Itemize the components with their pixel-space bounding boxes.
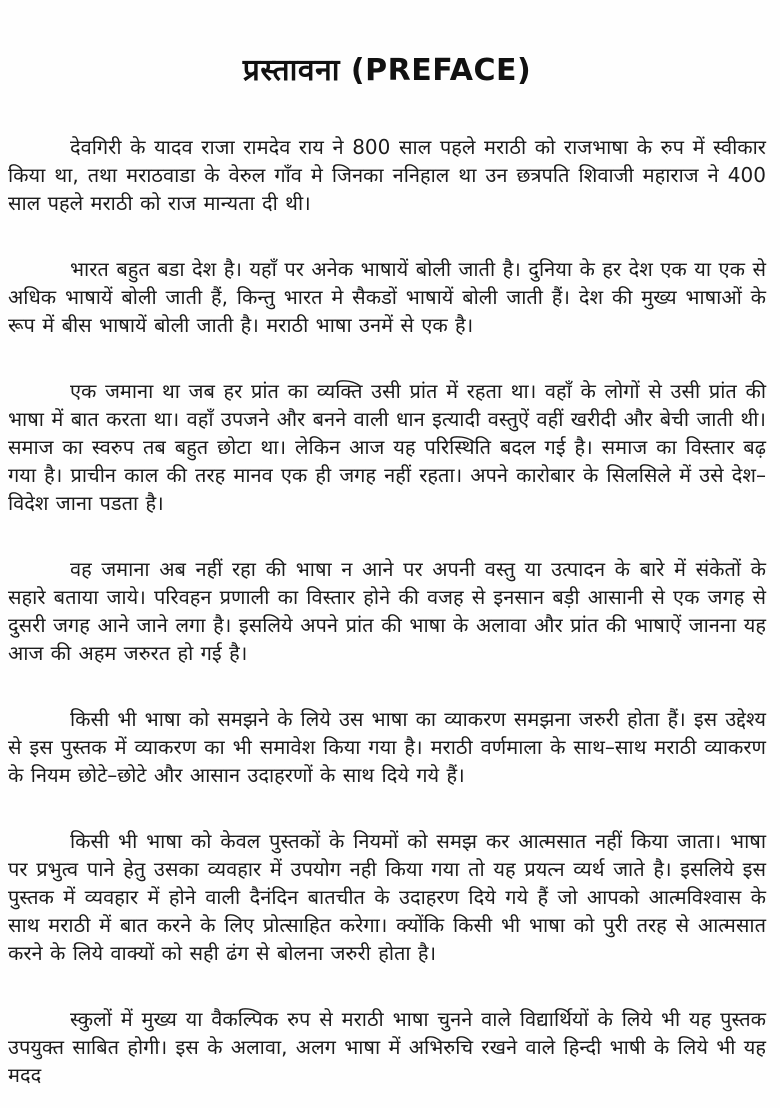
paragraph-history: देवगिरी के यादव राजा रामदेव राय ने 800 साल पहले मराठी को राजभाषा के रुप में स्वीकार किया था, तथा मराठवाडा के वेरुल गाँव मे जिनका ननिहाल था उन छत्रपति शिवाजी महाराज ने 400 साल पहले मराठी को राज मान्यता दी थी।: [8, 135, 766, 215]
paragraph-modern-need: वह जमाना अब नहीं रहा की भाषा न आने पर अपनी वस्तु या उत्पादन के बारे में संकेतों के सहारे बताया जाये। परिवहन प्रणाली का विस्तार होने की वजह से इनसान बड़ी आसानी से एक जगह से दुसरी जगह आने जाने लगा है। इसलिये अपने प्रांत की भाषा के अलावा और प्रांत की भाषाऐं जानना यह आज की अहम जरुरत हो गई है।: [8, 557, 766, 665]
paragraph-practice: किसी भी भाषा को केवल पुस्तकों के नियमों को समझ कर आत्मसात नहीं किया जाता। भाषा पर प्रभुत्व पाने हेतु उसका व्यवहार में उपयोग नही किया गया तो यह प्रयत्न व्यर्थ जाते है। इसलिये इस पुस्तक में व्यवहार में होने वाली दैनंदिन बातचीत के उदाहरण दिये गये हैं जो आपको आत्मविश्वास के साथ मराठी में बात करने के लिए प्रोत्साहित करेगा। क्योंकि किसी भी भाषा को पुरी तरह से आत्मसात करने के लिये वाक्यों को सही ढंग से बोलना जरुरी होता है।: [8, 829, 766, 965]
paragraph-old-times: एक जमाना था जब हर प्रांत का व्यक्ति उसी प्रांत में रहता था। वहाँ के लोगों से उसी प्रांत की भाषा में बात करता था। वहाँ उपजने और बनने वाली धान इत्यादी वस्तुऐं वहीं खरीदी और बेची जाती थी। समाज का स्वरुप तब बहुत छोटा था। लेकिन आज यह परिस्थिति बदल गई है। समाज का विस्तार बढ़ गया है। प्राचीन काल की तरह मानव एक ही जगह नहीं रहता। अपने कारोबार के सिलसिले में उसे देश–विदेश जाना पडता है।: [8, 379, 766, 515]
page-title: प्रस्तावना (PREFACE): [242, 53, 532, 88]
paragraph-grammar: किसी भी भाषा को समझने के लिये उस भाषा का व्याकरण समझना जरुरी होता हैं। इस उद्देश्य से इस पुस्तक में व्याकरण का भी समावेश किया गया है। मराठी वर्णमाला के साथ–साथ मराठी व्याकरण के नियम छोटे–छोटे और आसान उदाहरणों के साथ दिये गये हैं।: [8, 707, 766, 787]
paragraph-students: स्कुलों में मुख्य या वैकल्पिक रुप से मराठी भाषा चुनने वाले विद्यार्थियों के लिये भी यह पुस्तक उपयुक्त साबित होगी। इस के अलावा, अलग भाषा में अभिरुचि रखने वाले हिन्दी भाषी के लिये भी यह मदद: [8, 1007, 766, 1087]
paragraph-languages-of-india: भारत बहुत बडा देश है। यहाँ पर अनेक भाषायें बोली जाती है। दुनिया के हर देश एक या एक से अधिक भाषायें बोली जाती हैं, किन्तु भारत मे सैकडों भाषायें बोली जाती हैं। देश की मुख्य भाषाओं के रूप में बीस भाषायें बोली जाती है। मराठी भाषा उनमें से एक है।: [8, 257, 766, 337]
